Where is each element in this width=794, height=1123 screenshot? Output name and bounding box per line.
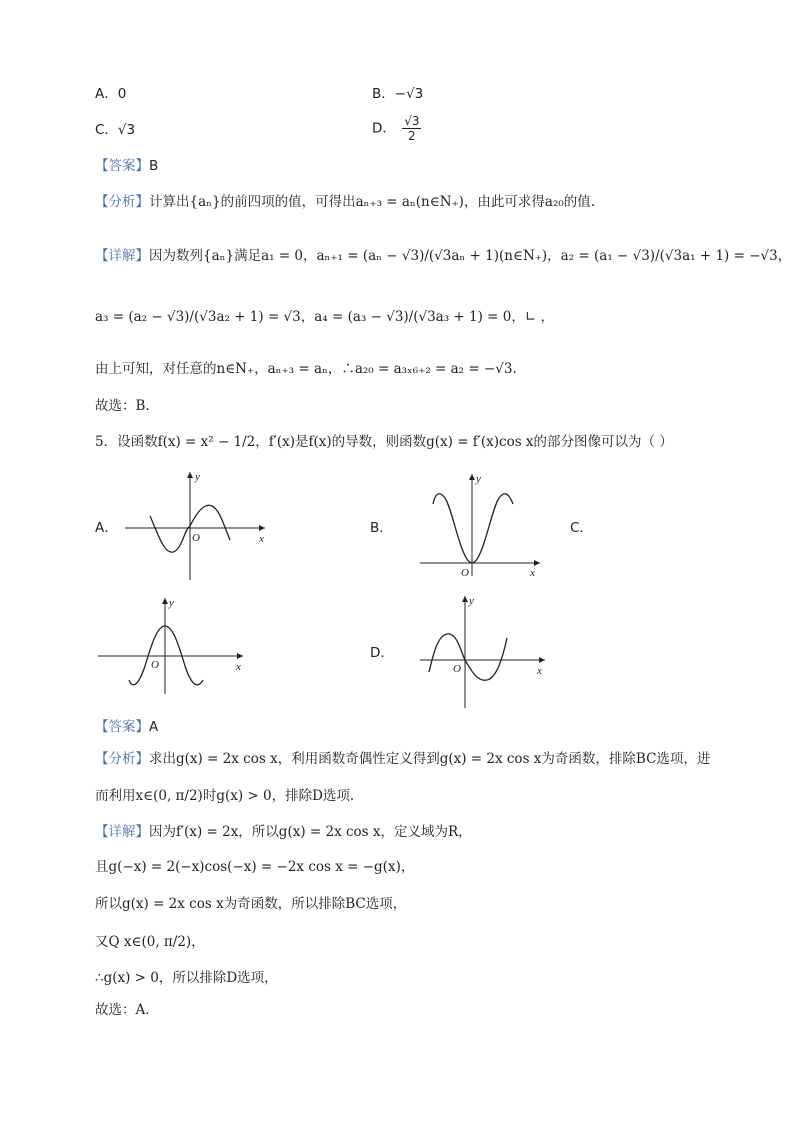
- q4-choose: 故选：B.: [95, 398, 150, 414]
- detail-tag: 【详解】: [95, 824, 149, 840]
- q5-stem: 5．设函数f(x) = x² − 1/2，f′(x)是f(x)的导数，则函数g(x) = f′(x)cos x的部分图像可以为（ ）: [95, 434, 673, 450]
- q4-detail-line-2: a₃ = (a₂ − √3)/(√3a₂ + 1) = √3，a₄ = (a₃ − √3)/(√3a₃ + 1) = 0，∟ ，: [95, 309, 554, 325]
- y-label: y: [195, 471, 200, 483]
- x-label: x: [236, 661, 241, 673]
- q5-option-b-label: B．: [370, 520, 393, 536]
- option-d-denominator: 2: [408, 129, 416, 143]
- q5-option-c-label: C．: [570, 520, 593, 536]
- x-label: x: [537, 665, 542, 677]
- q4-detail-line-1: [95, 247, 791, 265]
- q5-option-a-label: A．: [95, 520, 118, 536]
- option-d: [372, 114, 423, 143]
- origin-label: O: [461, 567, 469, 579]
- q5-answer: [95, 718, 158, 736]
- analysis-text-1: 求出g(x) = 2x cos x，利用函数奇偶性定义得到g(x) = 2x cos x为奇函数，排除BC选项，进: [149, 751, 711, 767]
- q4-answer: [95, 157, 158, 175]
- q5-analysis-line-2: 而利用x∈(0, π/2)时g(x) > 0，排除D选项.: [95, 788, 355, 804]
- origin-label: O: [453, 663, 461, 675]
- graph-option-b: [415, 470, 545, 580]
- q5-detail-line-1: [95, 823, 472, 841]
- analysis-tag: 【分析】: [95, 751, 149, 767]
- q5-detail-line-4: 又Q x∈(0, π/2)，: [95, 934, 205, 950]
- answer-value: B: [149, 158, 159, 174]
- q5-option-d-label: D．: [370, 645, 394, 661]
- option-d-fraction: [402, 114, 421, 143]
- answer-tag: 【答案】: [95, 158, 149, 174]
- q5-detail-line-3: 所以g(x) = 2x cos x为奇函数，所以排除BC选项，: [95, 896, 407, 912]
- detail-text-1: 因为f′(x) = 2x，所以g(x) = 2x cos x，定义域为R，: [149, 824, 472, 840]
- x-label: x: [259, 533, 264, 545]
- curve: [129, 626, 203, 685]
- q5-detail-line-5: ∴g(x) > 0，所以排除D选项，: [95, 970, 278, 986]
- graph-option-c: [95, 594, 250, 694]
- graph-option-d: [415, 592, 550, 710]
- graph-option-a: [120, 466, 270, 584]
- detail-text-1: 因为数列{aₙ}满足a₁ = 0，aₙ₊₁ = (aₙ − √3)/(√3aₙ + 1)(n∈N₊)，a₂ = (a₁ − √3)/(√3a₁ + 1) = −√3，: [149, 248, 792, 264]
- analysis-text: 计算出{aₙ}的前四项的值，可得出aₙ₊₃ = aₙ(n∈N₊)，由此可求得a₂₀的值.: [149, 194, 596, 210]
- q5-detail-line-2: 且g(−x) = 2(−x)cos(−x) = −2x cos x = −g(x)，: [95, 859, 415, 875]
- answer-tag: 【答案】: [95, 719, 149, 735]
- y-label: y: [469, 595, 474, 607]
- origin-label: O: [192, 532, 200, 544]
- option-b: B．−√3: [372, 86, 424, 102]
- q5-analysis-line-1: [95, 750, 710, 768]
- curve: [433, 494, 513, 563]
- y-label: y: [169, 597, 174, 609]
- detail-tag: 【详解】: [95, 248, 149, 264]
- curve: [429, 634, 507, 680]
- option-d-numerator: √3: [404, 114, 420, 128]
- analysis-tag: 【分析】: [95, 194, 149, 210]
- option-d-label: D．: [372, 120, 396, 137]
- answer-value: A: [149, 719, 159, 735]
- option-a: A．0: [95, 86, 127, 102]
- origin-label: O: [151, 659, 159, 671]
- q5-choose: 故选：A.: [95, 1002, 150, 1018]
- q4-detail-line-3: 由上可知，对任意的n∈N₊，aₙ₊₃ = aₙ，∴a₂₀ = a₃ₓ₆₊₂ = a₂ = −√3.: [95, 361, 517, 377]
- x-label: x: [530, 567, 535, 579]
- option-c: C．√3: [95, 122, 136, 138]
- y-label: y: [476, 473, 481, 485]
- q4-analysis: [95, 193, 595, 211]
